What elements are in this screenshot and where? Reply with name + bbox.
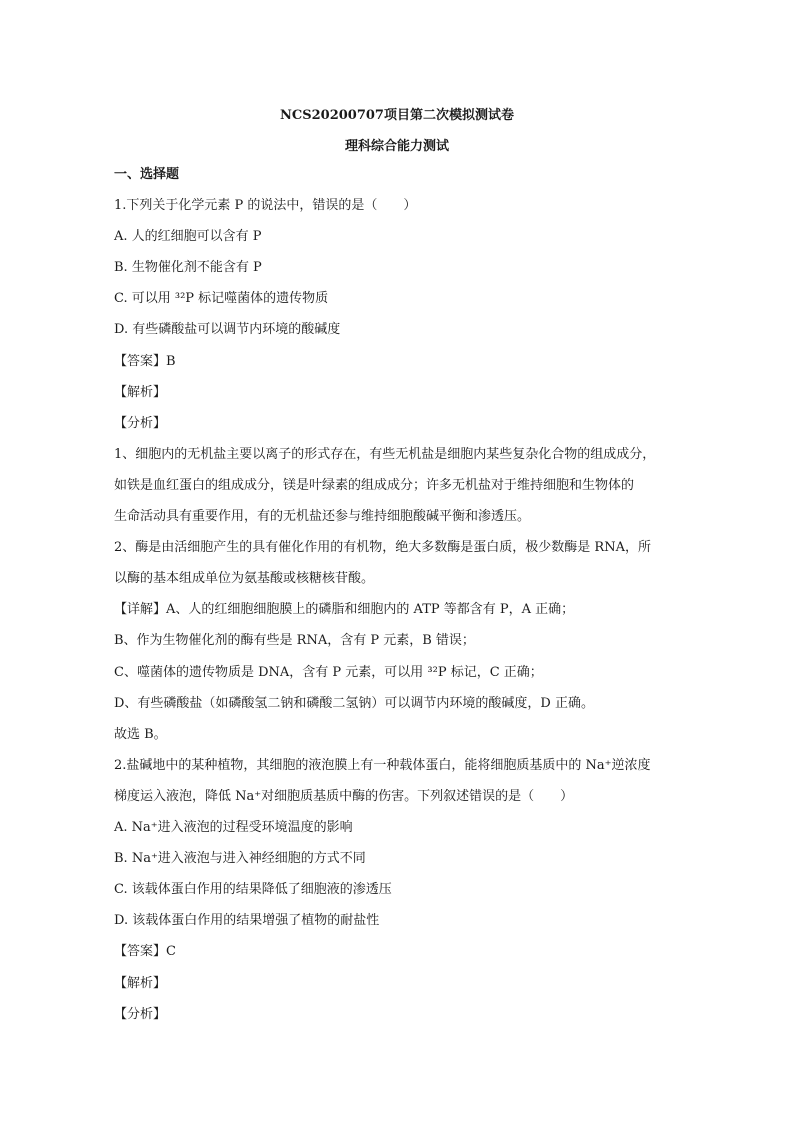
q1-point1-line1: 1、细胞内的无机盐主要以离子的形式存在，有些无机盐是细胞内某些复杂化合物的组成成分， <box>114 447 656 462</box>
q2-fenxi-label: 【分析】 <box>114 1007 167 1022</box>
q1-stem: 1.下列关于化学元素 P 的说法中，错误的是（ ） <box>114 198 417 213</box>
q1-fenxi-label: 【分析】 <box>114 416 167 431</box>
q2-option-c: C. 该载体蛋白作用的结果降低了细胞液的渗透压 <box>114 882 392 897</box>
q2-option-d: D. 该载体蛋白作用的结果增强了植物的耐盐性 <box>114 913 380 928</box>
q1-analysis-label: 【解析】 <box>114 385 167 400</box>
q1-detail-c: C、噬菌体的遗传物质是 DNA，含有 P 元素，可以用 ³²P 标记，C 正确； <box>114 665 543 680</box>
q1-option-b: B. 生物催化剂不能含有 P <box>114 260 262 275</box>
exam-title: NCS20200707项目第二次模拟测试卷 <box>280 108 514 123</box>
q1-detail-d: D、有些磷酸盐（如磷酸氢二钠和磷酸二氢钠）可以调节内环境的酸碱度，D 正确。 <box>114 696 594 711</box>
q1-point2-line2: 以酶的基本组成单位为氨基酸或核糖核苷酸。 <box>114 571 375 586</box>
q1-option-c: C. 可以用 ³²P 标记噬菌体的遗传物质 <box>114 291 329 306</box>
q1-detail-a: 【详解】A、人的红细胞细胞膜上的磷脂和细胞内的 ATP 等都含有 P，A 正确； <box>114 602 575 617</box>
q2-analysis-label: 【解析】 <box>114 976 167 991</box>
q1-option-d: D. 有些磷酸盐可以调节内环境的酸碱度 <box>114 322 341 337</box>
q1-conclusion: 故选 B。 <box>114 727 167 742</box>
q2-stem-line1: 2.盐碱地中的某种植物，其细胞的液泡膜上有一种载体蛋白，能将细胞质基质中的 Na⁺逆浓度 <box>114 758 651 773</box>
q2-option-a: A. Na⁺进入液泡的过程受环境温度的影响 <box>114 820 353 835</box>
exam-subtitle: 理科综合能力测试 <box>344 139 449 154</box>
q1-option-a: A. 人的红细胞可以含有 P <box>114 229 262 244</box>
q2-answer: 【答案】C <box>114 944 176 959</box>
q1-answer: 【答案】B <box>114 354 176 369</box>
q1-point1-line2: 如铁是血红蛋白的组成成分，镁是叶绿素的组成成分；许多无机盐对于维持细胞和生物体的 <box>114 478 635 493</box>
q2-stem-line2: 梯度运入液泡，降低 Na⁺对细胞质基质中酶的伤害。下列叙述错误的是（ ） <box>114 789 574 804</box>
q1-point2-line1: 2、酶是由活细胞产生的具有催化作用的有机物，绝大多数酶是蛋白质，极少数酶是 RNA，所 <box>114 540 651 555</box>
section-heading: 一、选择题 <box>114 167 180 182</box>
q1-detail-b: B、作为生物催化剂的酶有些是 RNA，含有 P 元素，B 错误； <box>114 633 475 648</box>
q1-point1-line3: 生命活动具有重要作用，有的无机盐还参与维持细胞酸碱平衡和渗透压。 <box>114 509 531 524</box>
q2-option-b: B. Na⁺进入液泡与进入神经细胞的方式不同 <box>114 851 366 866</box>
